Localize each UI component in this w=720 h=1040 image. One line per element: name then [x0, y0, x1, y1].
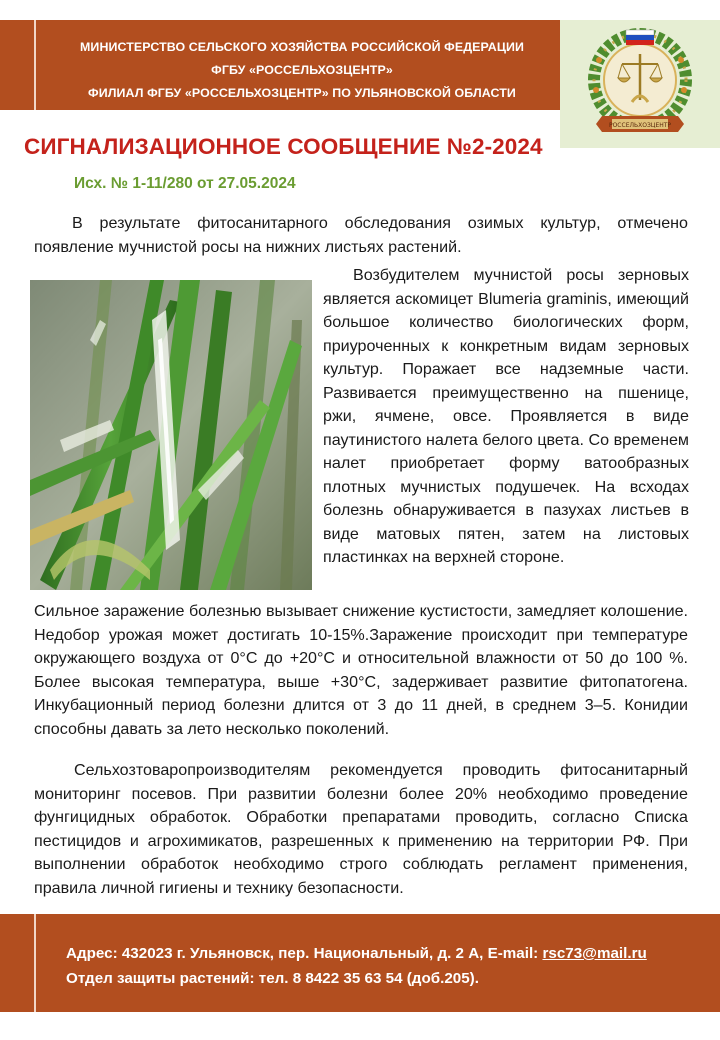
email-link[interactable]: rsc73@mail.ru	[542, 945, 647, 962]
footer-address: Адрес: 432023 г. Ульяновск, пер. Национальный, д. 2 А, E-mail:	[66, 945, 543, 962]
ministry-emblem-icon	[560, 20, 720, 148]
paragraph-damage: Сильное заражение болезнью вызывает снижение кустистости, замедляет колошение. Недобор урожая может достигать 10-15%.Заражение происходит при температуре окружающего воздуха от 0°С до +20°С и относительной влажности от 50 до 100 %. Более высокая температура, выше +30°С, задерживает развитие фитопатогена. Инкубационный период болезни длится от 3 до 11 дней, в среднем 3–5. Конидии способны давать за лето несколько поколений.	[34, 602, 688, 738]
header-branch: ФИЛИАЛ ФГБУ «РОССЕЛЬХОЗЦЕНТР» ПО УЛЬЯНОВСКОЙ ОБЛАСТИ	[88, 86, 516, 100]
header-divider	[34, 20, 36, 110]
header-fgbu: ФГБУ «РОССЕЛЬХОЗЦЕНТР»	[211, 63, 393, 77]
footer-divider	[34, 914, 36, 1012]
emblem-panel	[560, 20, 720, 148]
footer-address-line	[66, 941, 647, 966]
paragraph-pathogen: Возбудителем мучнистой росы зерновых является аскомицет Blumeria graminis, имеющий большое количество биологических форм, приуроченных к конкретным видам зерновых культур. Поражает все надземные части. Развивается преимущественно на пшенице, ржи, ячмене, овсе. Проявляется в виде паутинистого налета белого цвета. Со временем налет приобретает форму ватообразных плотных мучнистых подушечек. На всходах болезнь обнаруживается в пазухах листьев в виде матовых пятен, затем на листовых пластинках на верхней стороне.	[323, 266, 689, 566]
page-title: СИГНАЛИЗАЦИОННОЕ СООБЩЕНИЕ №2-2024	[24, 134, 543, 159]
header-ministry: МИНИСТЕРСТВО СЕЛЬСКОГО ХОЗЯЙСТВА РОССИЙСКОЙ ФЕДЕРАЦИИ	[80, 40, 524, 54]
footer-phone: Отдел защиты растений: тел. 8 8422 35 63 54 (доб.205).	[66, 970, 479, 987]
emblem-ribbon-text: РОССЕЛЬХОЗЦЕНТР	[608, 122, 672, 129]
wheat-powdery-mildew-photo	[30, 280, 312, 590]
reference-number: Исх. № 1-11/280 от 27.05.2024	[74, 175, 296, 192]
header-band	[0, 20, 560, 110]
paragraph-recommendations: Сельхозтоваропроизводителям рекомендуется проводить фитосанитарный мониторинг посевов. При развитии болезни более 20% необходимо проведение фунгицидных обработок. Обработки препаратами проводить, согласно Списка пестицидов и агрохимикатов, разрешенных к применению на территории РФ. При выполнении обработок необходимо строго соблюдать регламент применения, правила личной гигиены и технику безопасности.	[34, 761, 688, 897]
paragraph-intro: В результате фитосанитарного обследования озимых культур, отмечено появление мучнистой росы на нижних листьях растений.	[34, 214, 688, 256]
footer-contacts	[66, 941, 647, 991]
header-text	[44, 36, 560, 105]
footer-band	[0, 914, 720, 1012]
